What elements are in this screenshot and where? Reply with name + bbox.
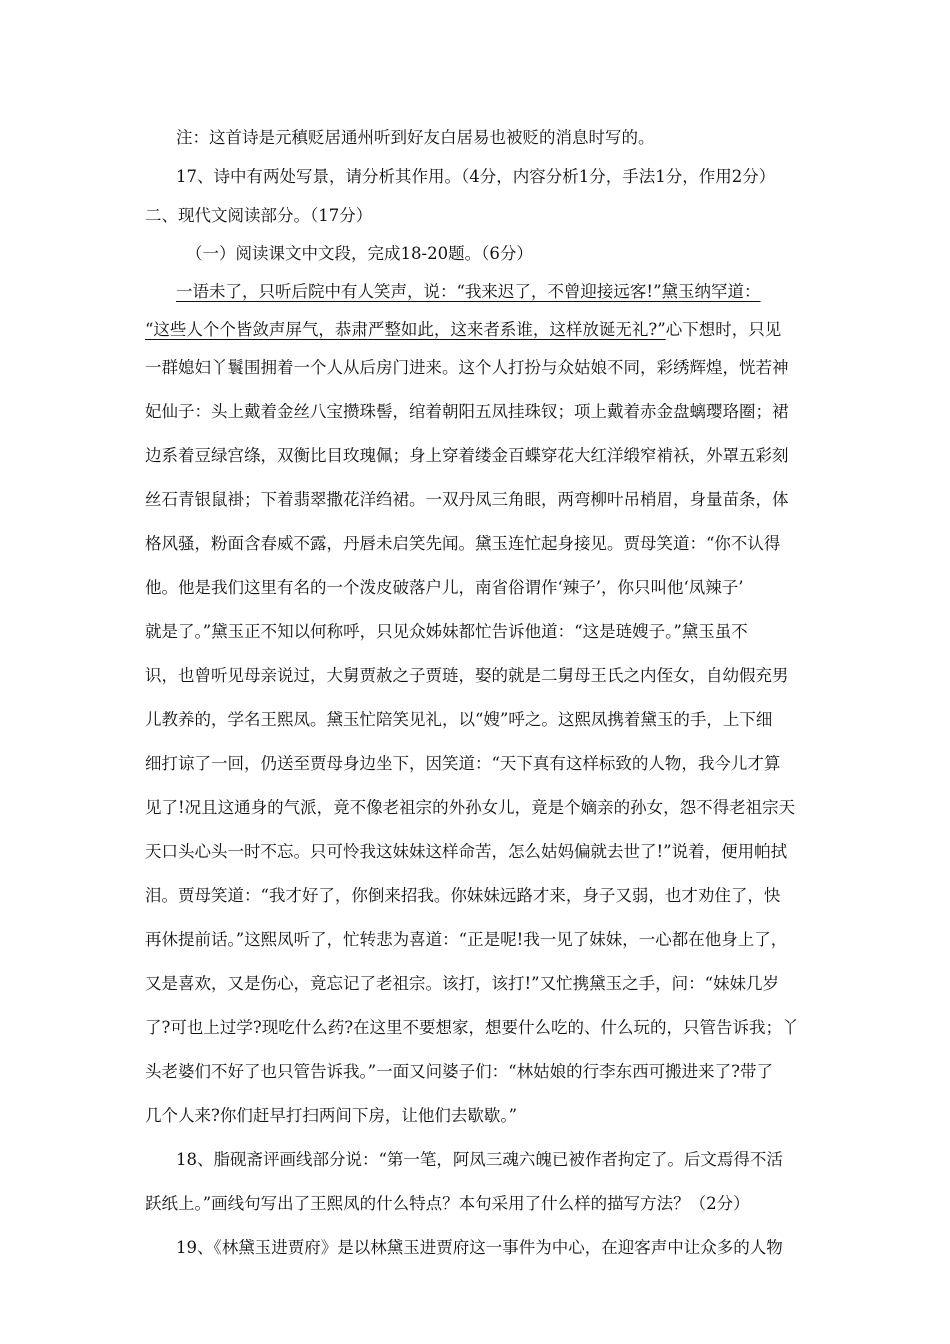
question-19-line: 19、《林黛玉进贾府》是以林黛玉进贾府这一事件为中心，在迎客声中让众多的人物 — [176, 1238, 783, 1257]
question-18-line: 跃纸上。”画线句写出了王熙凤的什么特点？本句采用了什么样的描写方法？（2分） — [145, 1194, 750, 1213]
passage-line: 儿教养的，学名王熙凤。黛玉忙陪笑见礼，以“嫂”呼之。这熙凤携着黛玉的手，上下细 — [145, 710, 773, 729]
passage-line: 妃仙子：头上戴着金丝八宝攒珠髻，绾着朝阳五凤挂珠钗；项上戴着赤金盘螭璎珞圈；裙 — [145, 402, 789, 421]
passage-underlined-segment: “这些人个个皆敛声屏气，恭肃严整如此，这来者系谁，这样放诞无礼?” — [145, 320, 666, 339]
passage-line-underlined: 一语未了，只听后院中有人笑声，说：“我来迟了，不曾迎接远客!”黛玉纳罕道： — [176, 282, 761, 301]
passage-line: 了?可也上过学?现吃什么药?在这里不要想家，想要什么吃的、什么玩的，只管告诉我；丫 — [145, 1018, 799, 1037]
question-18-line: 18、脂砚斋评画线部分说：“第一笔，阿凤三魂六魄已被作者拘定了。后文焉得不活 — [176, 1150, 783, 1169]
passage-line: 识，也曾听见母亲说过，大舅贾赦之子贾琏，娶的就是二舅母王氏之内侄女，自幼假充男 — [145, 666, 789, 685]
passage-line: 见了!况且这通身的气派，竟不像老祖宗的外孙女儿，竟是个嫡亲的孙女，怨不得老祖宗天 — [145, 798, 796, 817]
passage-segment: 心下想时，只见 — [665, 320, 782, 339]
passage-line: 一群媳妇丫鬟围拥着一个人从后房门进来。这个人打扮与众姑娘不同，彩绣辉煌，恍若神 — [145, 358, 789, 377]
passage-line: 泪。贾母笑道：“我才好了，你倒来招我。你妹妹远路才来，身子又弱，也才劝住了，快 — [145, 886, 781, 905]
passage-line: 丝石青银鼠褂；下着翡翠撒花洋绉裙。一双丹凤三角眼，两弯柳叶吊梢眉，身量苗条，体 — [145, 490, 789, 509]
passage-line: 又是喜欢，又是伤心，竟忘记了老祖宗。该打，该打!”又忙携黛玉之手，问：“妹妹几岁 — [145, 974, 780, 993]
poem-note: 注：这首诗是元稹贬居通州听到好友白居易也被贬的消息时写的。 — [176, 128, 655, 147]
passage-line: 几个人来?你们赶早打扫两间下房，让他们去歇歇。” — [145, 1106, 518, 1125]
passage-line: 天口头心头一时不忘。只可怜我这妹妹这样命苦，怎么姑妈偏就去世了!”说着，便用帕拭 — [145, 842, 788, 861]
passage-line: 他。他是我们这里有名的一个泼皮破落户儿，南省俗谓作‘辣子’，你只叫他‘凤辣子’ — [145, 578, 744, 597]
passage-line: 头老婆们不好了也只管告诉我。”一面又问婆子们：“林姑娘的行李东西可搬进来了?带了 — [145, 1062, 773, 1081]
section-heading-modern-reading: 二、现代文阅读部分。（17分） — [145, 206, 373, 225]
passage-line: 边系着豆绿宫绦，双衡比目玫瑰佩；身上穿着缕金百蝶穿花大红洋缎窄褃袄，外罩五彩刻 — [145, 446, 789, 465]
passage-line — [145, 316, 781, 340]
passage-line: 再休提前话。”这熙凤听了，忙转悲为喜道：“正是呢!我一见了妹妹，一心都在他身上了， — [145, 930, 788, 949]
question-17: 17、诗中有两处写景，请分析其作用。（4分，内容分析1分，手法1分，作用2分） — [176, 167, 776, 186]
passage-line: 细打谅了一回，仍送至贾母身边坐下，因笑道：“天下真有这样标致的人物，我今儿才算 — [145, 754, 781, 773]
passage-line: 就是了。”黛玉正不知以何称呼，只见众姊妹都忙告诉他道：“这是琏嫂子。”黛玉虽不 — [145, 622, 748, 641]
passage-line: 格风骚，粉面含春威不露，丹唇未启笑先闻。黛玉连忙起身接见。贾母笑道：“你不认得 — [145, 534, 781, 553]
subsection-heading-1: （一）阅读课文中文段，完成18-20题。（6分） — [186, 244, 533, 263]
